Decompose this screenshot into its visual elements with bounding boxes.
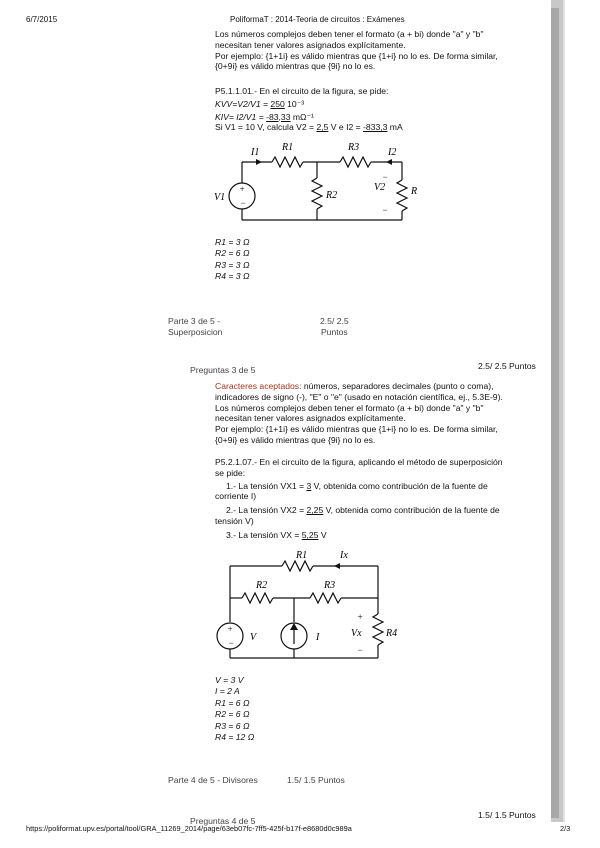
q3-title-line1: P5.2.1.07.- En el circuito de la figura, aplicando el método de superposición	[215, 457, 503, 467]
i2-answer[interactable]: -833,3	[363, 122, 388, 133]
svg-text:+: +	[239, 184, 246, 194]
label-i2: I2	[388, 147, 397, 158]
accepted-chars-label: Caracteres aceptados:	[215, 381, 302, 391]
vx2-answer[interactable]: 2,25	[306, 505, 324, 516]
label-v: V	[250, 632, 257, 643]
q1-params	[215, 237, 249, 283]
param-line: R4 = 12 Ω	[215, 732, 255, 743]
q1-circuit-diagram	[212, 140, 422, 230]
q3-item2	[215, 505, 545, 516]
item2-prefix: 2.- La tensión VX2 =	[226, 505, 307, 516]
q3-note	[215, 381, 545, 446]
q3-score: 2.5/ 2.5 Puntos	[478, 361, 536, 371]
q3-circuit-diagram	[212, 548, 398, 666]
q3-note-line: necesitan tener valores asignados explícitamente.	[215, 413, 406, 424]
q1-question	[215, 86, 545, 133]
q3-title-line2: se pide:	[215, 467, 246, 478]
print-date: 6/7/2015	[26, 15, 58, 24]
kvv-label: KVV=V2/V1 =	[215, 98, 271, 109]
label-i: I	[316, 632, 320, 643]
q1-title: P5.1.1.01.- En el circuito de la figura, se pide:	[215, 86, 389, 96]
part4-score: 1.5/ 1.5 Puntos	[287, 775, 345, 785]
label-r4: R4	[386, 628, 398, 639]
q1-note-line: necesitan tener valores asignados explícitamente.	[215, 39, 406, 50]
part3-label-line1: Parte 3 de 5 -	[168, 316, 221, 326]
part4-label: Parte 4 de 5 - Divisores	[168, 775, 258, 785]
label-r2: R2	[256, 580, 268, 591]
label-r3: R3	[348, 142, 360, 153]
label-vx: Vx	[351, 628, 362, 639]
param-line: R4 = 3 Ω	[215, 271, 250, 282]
q3-note-line: Por ejemplo: {1+1i} es válido mientras que {1+i} no lo es. De forma similar,	[215, 424, 498, 435]
kvv-answer[interactable]: 250	[270, 98, 285, 109]
q3-question	[215, 457, 545, 541]
param-line: R2 = 6 Ω	[215, 248, 250, 259]
param-line: R3 = 6 Ω	[215, 720, 250, 731]
item1-prefix: 1.- La tensión VX1 =	[226, 480, 307, 491]
q3-item2-line2: tensión V)	[215, 515, 254, 526]
svg-text:+: +	[227, 624, 234, 634]
part3-label	[168, 316, 222, 337]
param-line: R2 = 6 Ω	[215, 709, 250, 720]
q3-note-line: {0+9i} es válido mientras que {9i} no lo es.	[215, 434, 376, 445]
q1-si-row	[215, 122, 545, 133]
label-v2: V2	[374, 182, 386, 193]
label-v1: V1	[214, 192, 226, 203]
scrollbar-thumb[interactable]	[551, 8, 559, 818]
q3-item1-line2: corriente I)	[215, 491, 257, 502]
param-line: R1 = 3 Ω	[215, 237, 250, 247]
q1-note-line: {0+9i} es válido mientras que {9i} no lo es.	[215, 61, 376, 72]
svg-text:−: −	[357, 645, 364, 655]
param-line: R1 = 6 Ω	[215, 697, 250, 708]
print-page-number: 2/3	[560, 824, 571, 833]
q1-kvv-row	[215, 99, 545, 110]
part3-label-line2: Superposicion	[168, 326, 223, 337]
q3-item3	[215, 530, 545, 541]
si-unit: mA	[387, 122, 403, 133]
svg-text:−: −	[240, 198, 247, 208]
part3-score-line1: 2.5/ 2.5	[320, 316, 349, 326]
q3-item1	[215, 481, 545, 492]
item1-suffix: V, obtenida como contribución de la fuente de	[311, 480, 488, 491]
item3-prefix: 3.- La tensión VX =	[226, 529, 302, 540]
print-url: https://poliformat.upv.es/portal/tool/GRA_11269_2014/page/63eb07fc-7ff5-425f-b17f-e8680d0c989a	[26, 824, 352, 833]
param-line: V = 3 V	[215, 675, 244, 685]
part3-score	[320, 316, 349, 337]
q1-kiv-row	[215, 112, 545, 123]
kiv-unit: mΩ⁻¹	[290, 111, 314, 122]
kiv-label: KIV= I2/V1 =	[215, 111, 267, 122]
q3-note-line: indicadores de signo (-), "E" o "e" (usado en notación científica, ej., 5.3E-9).	[215, 391, 503, 402]
svg-text:−: −	[228, 638, 235, 648]
item2-suffix: V, obtenida como contribución de la fuente de	[323, 505, 500, 516]
label-r4: R	[411, 186, 418, 197]
label-r1: R1	[296, 550, 308, 561]
q4-heading: Preguntas 4 de 5	[190, 816, 256, 826]
part3-score-line2: Puntos	[320, 326, 348, 337]
label-r2: R2	[326, 190, 338, 201]
vx-answer[interactable]: 5,25	[301, 529, 319, 540]
param-line: I = 2 A	[215, 686, 240, 697]
item3-suffix: V	[318, 529, 327, 540]
si-prefix: Si V1 = 10 V, calcula V2 =	[215, 122, 317, 133]
label-r3: R3	[324, 580, 336, 591]
label-ix: Ix	[340, 550, 348, 561]
q1-note	[215, 29, 545, 72]
v2-answer[interactable]: 2,5	[316, 122, 329, 133]
q1-note-line: Los números complejos deben tener el formato (a + bi) donde "a" y "b"	[215, 29, 484, 39]
label-i1: I1	[251, 147, 260, 158]
svg-text:−: −	[382, 205, 389, 215]
kvv-unit: 10⁻³	[284, 98, 305, 109]
print-page-title: PoliformaT : 2014-Teoria de circuitos : Exámenes	[230, 15, 405, 24]
svg-text:−: −	[382, 172, 389, 182]
q1-note-line: Por ejemplo: {1+1i} es válido mientras que {1+i} no lo es. De forma similar,	[215, 50, 498, 61]
q3-heading: Preguntas 3 de 5	[190, 365, 256, 375]
vx1-answer[interactable]: 3	[306, 480, 312, 491]
svg-text:+: +	[357, 612, 364, 622]
q3-accepted-line	[215, 381, 545, 392]
q4-score: 1.5/ 1.5 Puntos	[478, 810, 536, 820]
q3-note-line: Los números complejos deben tener el formato (a + bi) donde "a" y "b"	[215, 402, 484, 413]
si-mid: V e I2 =	[328, 122, 364, 133]
accepted-chars-rest: números, separadores decimales (punto o coma),	[301, 381, 494, 391]
q3-params	[215, 675, 254, 743]
label-r1: R1	[282, 142, 294, 153]
param-line: R3 = 3 Ω	[215, 259, 250, 270]
scrollbar-edge	[563, 0, 565, 822]
kiv-answer[interactable]: -83,33	[266, 111, 291, 122]
